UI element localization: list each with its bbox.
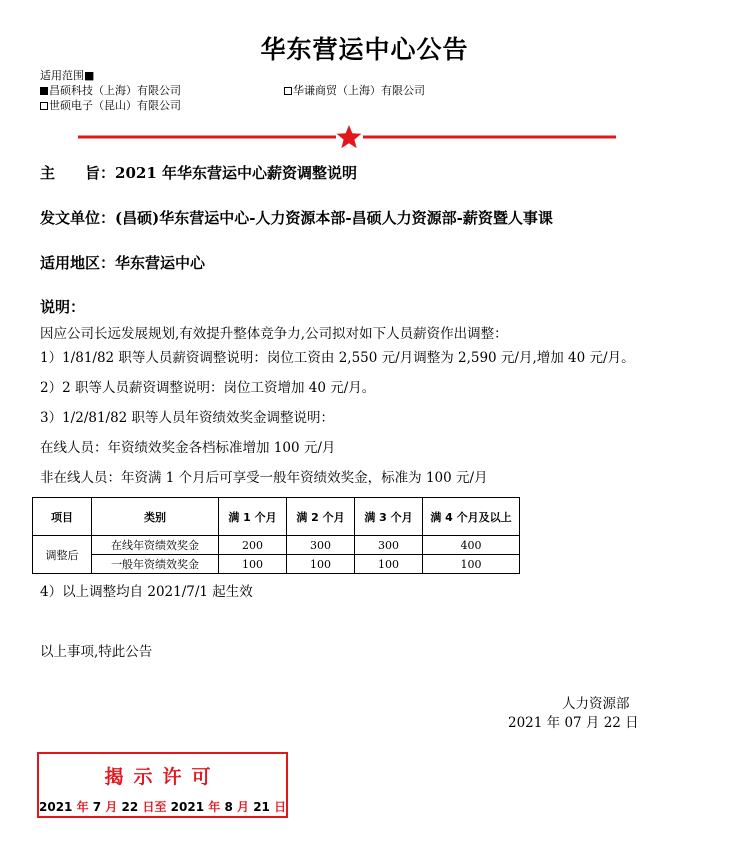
table-row [33,536,520,555]
table-header-row [33,498,520,536]
company-item-1[interactable] [40,82,181,98]
company-item-3[interactable] [40,97,181,113]
stamp-end-day: 21 [253,800,270,814]
stamp-to: 至 [154,800,167,814]
stamp-unit-year: 年 [76,800,89,814]
stamp-unit-year: 年 [208,800,221,814]
issuer-label: 发文单位： [40,209,116,227]
signature-date: 2021 年 07 月 22 日 [508,715,639,731]
stamp-unit-day: 日 [142,800,155,814]
company-item-2[interactable] [284,82,425,98]
region-text: 华东营运中心 [115,254,206,272]
checkbox-unchecked-icon[interactable] [284,87,292,95]
scope-label: 适用范围■ [40,69,95,82]
table-header-cell: 满 1 个月 [219,498,287,536]
bonus-table [32,497,520,574]
table-header-cell: 满 4 个月及以上 [423,498,520,536]
table-header-cell: 满 2 个月 [287,498,355,536]
body-line-item-3: 3）1/2/81/82 职等人员年资绩效奖金调整说明： [40,410,335,426]
table-header-cell: 满 3 个月 [355,498,423,536]
table-cell: 100 [355,555,423,574]
stamp-unit-month: 月 [237,800,250,814]
closing-line: 以上事项,特此公告 [40,644,153,660]
checkbox-unchecked-icon[interactable] [40,102,48,110]
table-cell: 400 [423,536,520,555]
explanation-heading: 说明： [40,298,86,316]
region-label: 适用地区： [40,254,116,272]
red-star-divider [78,124,616,148]
region-line [40,252,205,273]
table-cell: 100 [219,555,287,574]
signature-dept: 人力资源部 [562,696,630,712]
stamp-end-year: 2021 [170,800,205,814]
table-header-cell: 项目 [33,498,92,536]
stamp-date-range [39,798,286,815]
star-icon [337,125,362,148]
table-cell: 300 [287,536,355,555]
subject-label: 主 旨： [40,164,116,182]
stamp-start-month: 7 [92,800,102,814]
posting-permit-stamp [37,752,288,818]
company-name: 世硕电子（昆山）有限公司 [49,99,181,112]
issuer-line [40,207,553,228]
body-line-intro: 因应公司长远发展规划,有效提升整体竞争力,公司拟对如下人员薪资作出调整： [40,326,508,342]
subject-text: 2021 年华东营运中心薪资调整说明 [115,164,357,182]
body-line-item-1: 1）1/81/82 职等人员薪资调整说明：岗位工资由 2,550 元/月调整为 2,590 元/月,增加 40 元/月。 [40,350,635,366]
subject-line [40,162,357,183]
checkbox-checked-icon[interactable] [40,87,48,95]
table-cell: 200 [219,536,287,555]
body-line-offline: 非在线人员：年资满 1 个月后可享受一般年资绩效奖金，标准为 100 元/月 [40,470,488,486]
stamp-title: 揭示许可 [104,766,221,788]
body-line-item-2: 2）2 职等人员薪资调整说明：岗位工资增加 40 元/月。 [40,380,376,396]
table-row [33,555,520,574]
company-name: 昌硕科技（上海）有限公司 [49,84,181,97]
stamp-unit-month: 月 [105,800,118,814]
table-header-cell: 类别 [92,498,219,536]
company-name: 华谦商贸（上海）有限公司 [293,84,425,97]
stamp-start-year: 2021 [39,800,73,814]
stamp-unit-day: 日 [274,800,287,814]
table-cell: 300 [355,536,423,555]
body-line-effective: 4）以上调整均自 2021/7/1 起生效 [40,584,253,600]
issuer-text: (昌硕)华东营运中心-人力资源本部-昌硕人力资源部-薪资暨人事课 [115,209,553,227]
table-cell: 100 [287,555,355,574]
page-title: 华东营运中心公告 [260,35,469,64]
table-category-cell: 在线年资绩效奖金 [92,536,219,555]
table-cell: 100 [423,555,520,574]
table-category-cell: 一般年资绩效奖金 [92,555,219,574]
body-line-online: 在线人员：年资绩效奖金各档标准增加 100 元/月 [40,440,336,456]
stamp-start-day: 22 [121,800,139,814]
stamp-end-month: 8 [224,800,233,814]
table-group-cell: 调整后 [33,536,92,574]
